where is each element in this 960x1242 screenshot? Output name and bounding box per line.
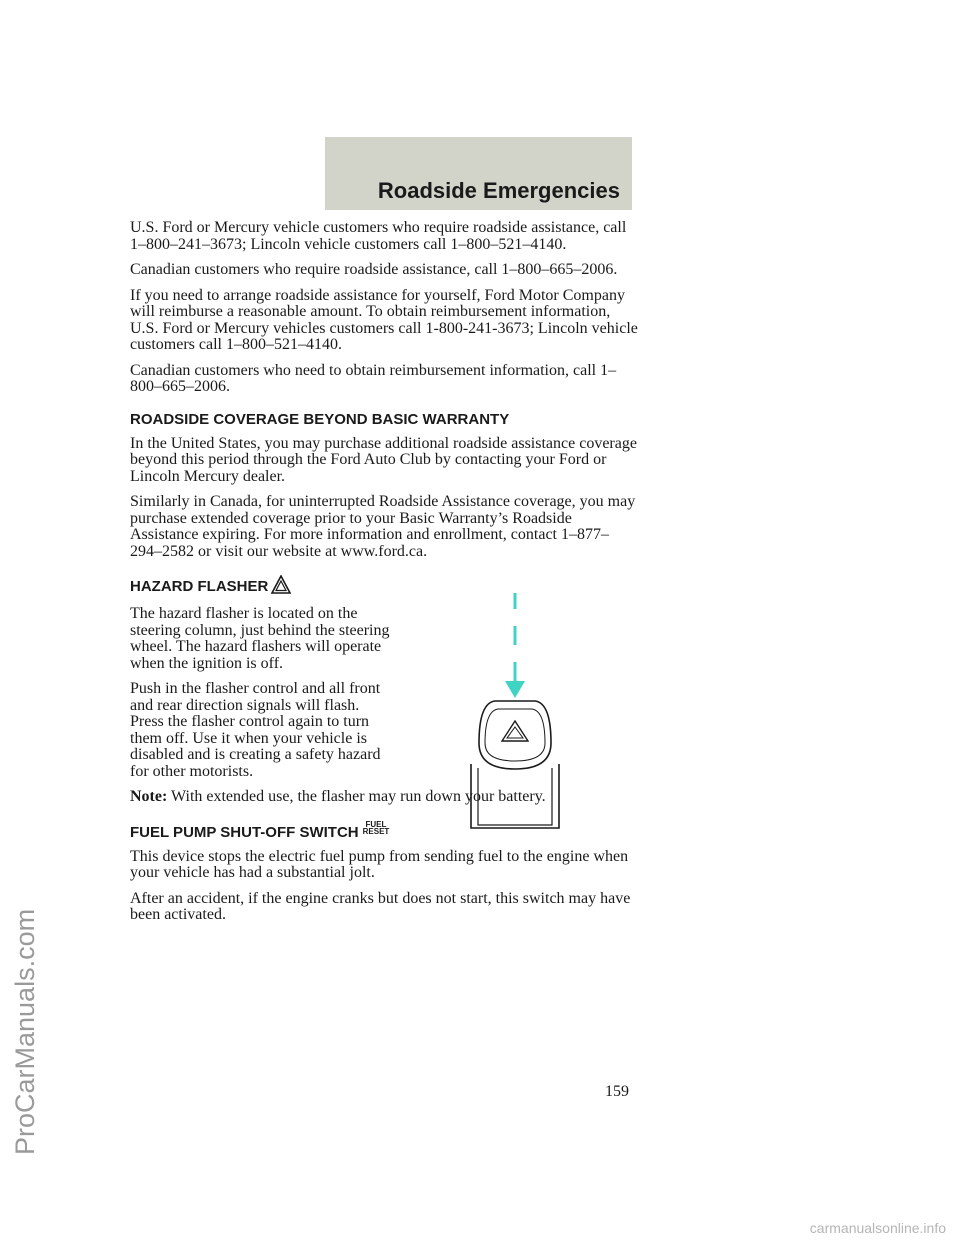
paragraph-hazard-usage: Push in the flasher control and all front and rear direction signals will flash. Press the flasher control again to turn them off. Use it when your vehicle is disabled and is creating a safety hazard for other motorists. <box>130 680 381 780</box>
paragraph-reimbursement: If you need to arrange roadside assistance for yourself, Ford Motor Company will reimburse a reasonable amount. To obtain reimbursement information, U.S. Ford or Mercury vehicles customers call 1-800-241-3673; Lincoln vehicle customers call 1–800–521–4140. <box>130 286 638 353</box>
note-text: With extended use, the flasher may run down your battery. <box>171 788 546 805</box>
warning-triangle-icon <box>271 575 291 598</box>
note-label: Note: <box>130 788 168 805</box>
side-watermark: ProCarManuals.com <box>10 908 40 1155</box>
heading-roadside-coverage: ROADSIDE COVERAGE BEYOND BASIC WARRANTY <box>130 410 510 428</box>
paragraph-coverage-us: In the United States, you may purchase additional roadside assistance coverage beyond this period through the Ford Auto Club by contacting your Ford or Lincoln Mercury dealer. <box>130 434 637 485</box>
paragraph-us-assistance: U.S. Ford or Mercury vehicle customers who require roadside assistance, call 1–800–241–3673; Lincoln vehicle customers call 1–800–521–4140. <box>130 219 627 253</box>
paragraph-canada-assistance: Canadian customers who require roadside assistance, call 1–800–665–2006. <box>130 261 618 278</box>
hazard-section <box>130 575 640 806</box>
hazard-switch-illustration <box>465 593 565 865</box>
paragraph-coverage-canada: Similarly in Canada, for uninterrupted Roadside Assistance coverage, you may purchase extended coverage prior to your Basic Warranty’s Roadside Assistance expiring. For more information and enrollment, contact 1–877–294–2582 or visit our website at www.ford.ca. <box>130 493 636 560</box>
fuel-reset-icon <box>363 821 390 835</box>
paragraph-fuel-pump-accident: After an accident, if the engine cranks but does not start, this switch may have been activated. <box>130 889 631 923</box>
hazard-text <box>130 606 390 780</box>
footer-watermark: carmanualsonline.info <box>809 1220 946 1236</box>
fuel-reset-icon-line2: RESET <box>362 826 390 836</box>
fuel-reset-icon-line1: FUEL <box>365 819 387 829</box>
paragraph-canada-reimbursement: Canadian customers who need to obtain reimbursement information, call 1–800–665–2006. <box>130 361 617 395</box>
paragraph-fuel-pump-function: This device stops the electric fuel pump from sending fuel to the engine when your vehicle has had a substantial jolt. <box>130 847 629 881</box>
main-content <box>130 220 640 933</box>
header-band <box>325 137 632 210</box>
heading-hazard-flasher-text: HAZARD FLASHER <box>130 578 269 595</box>
page-number: 159 <box>605 1083 629 1100</box>
paragraph-hazard-location: The hazard flasher is located on the steering column, just behind the steering wheel. The hazard flashers will operate when the ignition is off. <box>130 605 390 672</box>
heading-fuel-pump-text: FUEL PUMP SHUT-OFF SWITCH <box>130 823 359 841</box>
page-title: Roadside Emergencies <box>377 178 620 203</box>
